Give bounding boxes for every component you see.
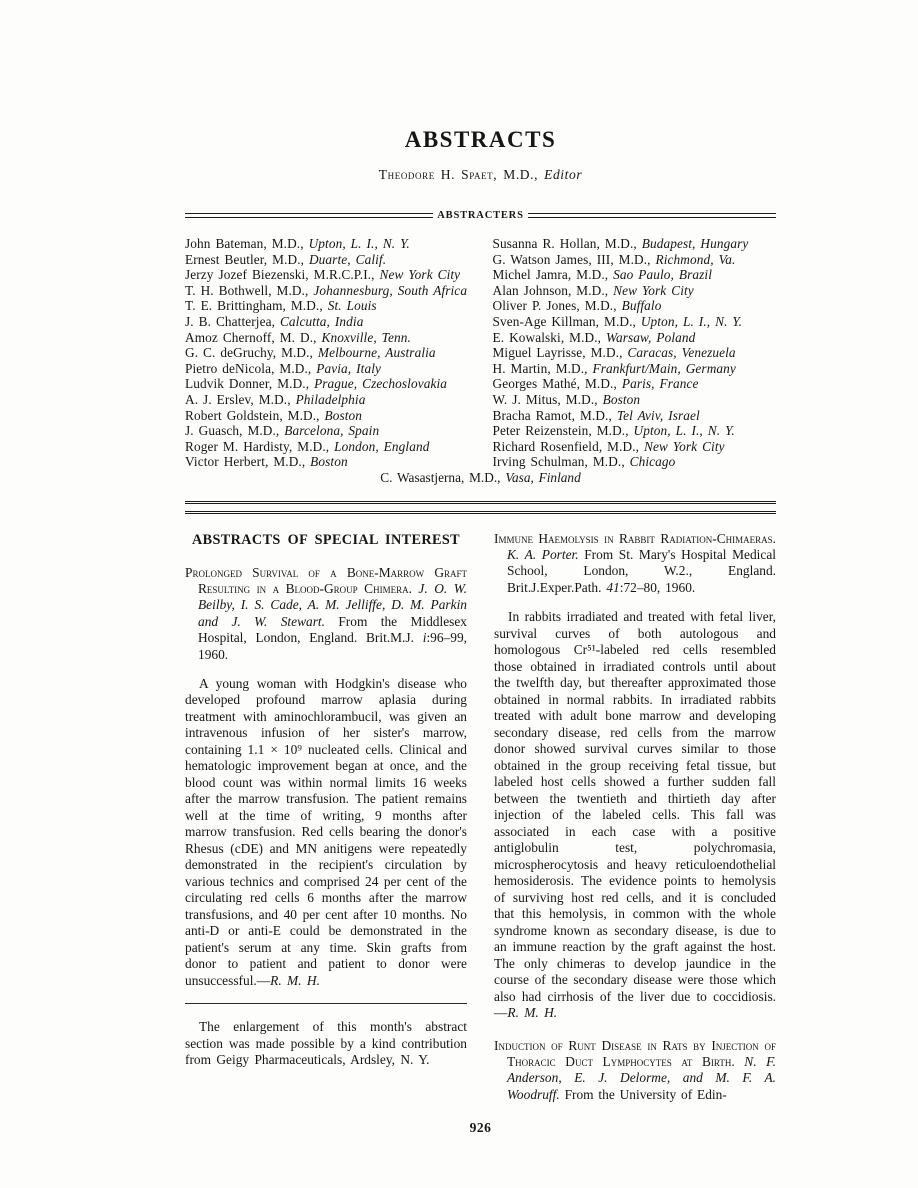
abstracter-entry (185, 423, 469, 439)
abstracter-name: Irving Schulman, M.D., (492, 454, 630, 470)
page-title: ABSTRACTS (404, 127, 557, 152)
abstracter-location: Richmond, Va. (655, 251, 736, 267)
editor-role: Editor (544, 167, 583, 182)
abstracter-name: Susanna R. Hollan, M.D., (492, 236, 642, 251)
abstracter-name: Sven-Age Killman, M.D., (492, 313, 641, 329)
abstracter-entry (185, 345, 469, 361)
abstracter-entry (493, 439, 777, 455)
abstracter-entry (185, 298, 469, 314)
abstract-citation: Prolonged Survival of a Bone-Marrow Graft Resulting in a Blood-Group Chimera. J. O. W. Beilby, I. S. Cade, A. M. Jelliffe, D. M. Parkin and J. W. Stewart. From the Middlesex Hospital, London, England. Brit.M.J. i:96–99, 1960. (185, 564, 467, 662)
abstracter-location: Tel Aviv, Israel (616, 407, 700, 423)
abstracter-location: Paris, France (621, 376, 699, 392)
abstracter-entry (493, 408, 777, 424)
abstracter-name: Miguel Layrisse, M.D., (492, 345, 628, 361)
abstract-citation: Immune Haemolysis in Rabbit Radiation-Chimaeras. K. A. Porter. From St. Mary's Hospital Medical School, London, W.2., England. Brit.J.Exper.Path. 41:72–80, 1960. (494, 530, 776, 595)
abstracter-entry (185, 330, 469, 346)
abstracter-location: Boston (310, 454, 348, 470)
abstracter-entry (493, 392, 777, 408)
abstracters-divider-label: ABSTRACTERS (437, 210, 524, 221)
abstract-citation: Induction of Runt Disease in Rats by Injection of Thoracic Duct Lymphocytes at Birth. N. F. Anderson, E. J. Delorme, and M. F. A. Woodruff. From the University of Edin- (494, 1037, 776, 1102)
abstracter-location: Vasa, Finland (505, 469, 581, 485)
abstracter-entry (493, 283, 777, 299)
abstracter-name: Ludvik Donner, M.D., (185, 376, 315, 392)
abstracters-divider (185, 210, 776, 221)
divider-line-left (185, 213, 433, 218)
abstracter-name: G. C. deGruchy, M.D., (185, 345, 318, 361)
abstracter-entry (493, 361, 777, 377)
abstracter-name: Bracha Ramot, M.D., (492, 407, 617, 423)
abstracter-name: Amoz Chernoff, M. D., (185, 329, 322, 345)
editor-line (185, 167, 776, 183)
abstracter-entry (493, 423, 777, 439)
abstracter-entry (185, 454, 469, 470)
abstracter-name: Georges Mathé, M.D., (492, 376, 622, 392)
abstracter-entry (185, 361, 469, 377)
abstracter-name: A. J. Erslev, M.D., (185, 391, 296, 407)
abstracter-name: Roger M. Hardisty, M.D., (185, 438, 335, 454)
abstracter-location: Upton, L. I., N. Y. (308, 236, 410, 251)
abstracter-location: Calcutta, India (279, 313, 364, 329)
abstracter-entry (493, 376, 777, 392)
abstracter-location: Melbourne, Australia (317, 345, 436, 361)
abstracter-name: Richard Rosenfield, M.D., (492, 438, 644, 454)
abstracter-location: Warsaw, Poland (606, 329, 696, 345)
abstracter-location: Philadelphia (295, 391, 366, 407)
abstracter-location: St. Louis (327, 298, 377, 314)
abstracter-entry (185, 283, 469, 299)
abstracter-location: Prague, Czechoslovakia (314, 376, 448, 392)
abstract-body: In rabbits irradiated and treated with fetal liver, survival curves of both autologous and homologous Cr⁵¹-labeled red cells resembled those obtained in irradiated controls until about the twelfth day, but thereafter approximated those obtained in normal rabbits. In irradiated rabbits treated with adult bone marrow and developing secondary disease, red cells from the marrow donor showed survival curves similar to those obtained in the group receiving fetal tissue, but labeled host cells showed a further sudden fall between the twentieth and thirtieth day after injection of the labeled cells. This fall was associated in each case with a positive antiglobulin test, polychromasia, microspherocytosis and heavy reticuloendothelial hemosiderosis. The evidence points to hemolysis of surviving host red cells, and it is concluded that this hemolysis, in common with the whole syndrome known as secondary disease, is due to an immune reaction by the graft against the host. The only chimeras to develop jaundice in the course of the secondary disease were those which also had cirrhosis of the liver due to coccidiosis.—R. M. H. (494, 609, 776, 1021)
abstracts-section (185, 531, 776, 1104)
abstracter-name: W. J. Mitus, M.D., (492, 391, 603, 407)
abstracter-name: Michel Jamra, M.D., (492, 267, 614, 283)
abstracter-location: Knoxville, Tenn. (321, 329, 411, 345)
abstracter-location: Upton, L. I., N. Y. (633, 423, 735, 439)
abstracter-name: Peter Reizenstein, M.D., (492, 423, 634, 439)
section-heading: ABSTRACTS OF SPECIAL INTEREST (191, 531, 461, 548)
abstracter-location: Boston (602, 391, 641, 407)
abstracter-name: T. H. Bothwell, M.D., (185, 282, 314, 298)
abstracter-name: Victor Herbert, M.D., (185, 454, 311, 470)
section-double-rule (185, 501, 776, 514)
abstracters-list (185, 236, 776, 470)
abstracts-left-column (185, 531, 467, 1104)
abstracter-location: Upton, L. I., N. Y. (640, 313, 743, 329)
sponsor-note: The enlargement of this month's abstract section was made possible by a kind contribution from Geigy Pharmaceuticals, Ardsley, N. Y. (185, 1019, 467, 1068)
abstracter-name: T. E. Brittingham, M.D., (185, 298, 328, 314)
abstracter-name: Robert Goldstein, M.D., (185, 407, 325, 423)
abstracter-entry (185, 376, 469, 392)
abstracters-right-column (493, 236, 777, 470)
abstracter-name: Oliver P. Jones, M.D., (492, 298, 622, 314)
abstracter-location: Budapest, Hungary (641, 236, 749, 251)
abstracter-entry (185, 392, 469, 408)
abstracter-name: John Bateman, M.D., (185, 236, 309, 251)
abstracter-name: Ernest Beutler, M.D., (185, 251, 309, 267)
abstracter-location: Johannesburg, South Africa (313, 282, 468, 298)
abstracter-location: Duarte, Calif. (308, 251, 387, 267)
abstracter-location: New York City (613, 282, 694, 298)
note-rule (185, 1003, 467, 1004)
abstract-body: A young woman with Hodgkin's disease who developed profound marrow aplasia during treatment with aminochlorambucil, was given an intravenous infusion of her sister's marrow, containing 1.1 × 10⁹ nucleated cells. Clinical and hematologic improvement began at once, and the blood count was within normal limits 16 weeks after the marrow transfusion. The patient remains well at the time of writing, 9 months after marrow transfusion. Red cells bearing the donor's Rhesus (cDE) and MN anitigens were repeatedly demonstrated in the recipient's circulation by various technics and comprised 24 per cent of the circulating red cells 6 months after the marrow transfusions, and 40 per cent after 10 months. No anti-D or anti-E could be demonstrated in the patient's serum at any time. Skin grafts from donor to patient and patient to donor were unsuccessful.—R. M. H. (185, 675, 467, 988)
abstracter-location: Buffalo (621, 298, 662, 314)
abstracter-entry (493, 345, 777, 361)
abstracter-location: Pavia, Italy (316, 360, 381, 376)
editor-name: Theodore H. Spaet, M.D., (378, 167, 539, 182)
abstracter-entry-centered (185, 470, 776, 486)
abstracter-name: Alan Johnson, M.D., (492, 282, 614, 298)
divider-line-right (528, 213, 776, 218)
abstracter-entry (185, 408, 469, 424)
abstracter-name: E. Kowalski, M.D., (492, 329, 607, 345)
abstracter-entry (185, 267, 469, 283)
abstracter-location: Frankfurt/Main, Germany (592, 360, 736, 376)
abstracter-entry (185, 439, 469, 455)
abstracter-name: G. Watson James, III, M.D., (492, 251, 656, 267)
abstracter-location: Caracas, Venezuela (627, 345, 736, 361)
abstracter-entry (493, 454, 777, 470)
abstracter-location: New York City (379, 267, 461, 283)
abstracter-name: J. B. Chatterjea, (185, 313, 280, 329)
abstracter-name: J. Guasch, M.D., (185, 423, 285, 439)
page-number: 926 (469, 1120, 492, 1136)
abstracter-entry (185, 314, 469, 330)
abstracts-right-column (494, 531, 776, 1104)
abstracter-entry (185, 252, 469, 268)
abstracter-name: C. Wasastjerna, M.D., (380, 469, 501, 485)
abstracter-location: Sao Paulo, Brazil (613, 267, 712, 283)
abstracter-name: H. Martin, M.D., (492, 360, 593, 376)
abstracter-location: New York City (644, 438, 725, 454)
page-content (185, 0, 776, 1136)
abstracter-entry (493, 267, 777, 283)
abstracter-entry (185, 236, 469, 252)
abstracter-entry (493, 298, 777, 314)
abstracter-entry (493, 252, 777, 268)
abstracter-entry (493, 330, 777, 346)
abstracters-left-column (185, 236, 469, 470)
abstracter-entry (493, 314, 777, 330)
abstracter-location: Boston (324, 407, 363, 423)
abstracter-location: Chicago (629, 454, 676, 470)
abstracter-entry (493, 236, 777, 252)
abstracter-location: London, England (334, 438, 430, 454)
abstracter-name: Pietro deNicola, M.D., (185, 360, 317, 376)
abstracter-location: Barcelona, Spain (284, 423, 380, 439)
abstracter-name: Jerzy Jozef Biezenski, M.R.C.P.I., (185, 267, 380, 283)
